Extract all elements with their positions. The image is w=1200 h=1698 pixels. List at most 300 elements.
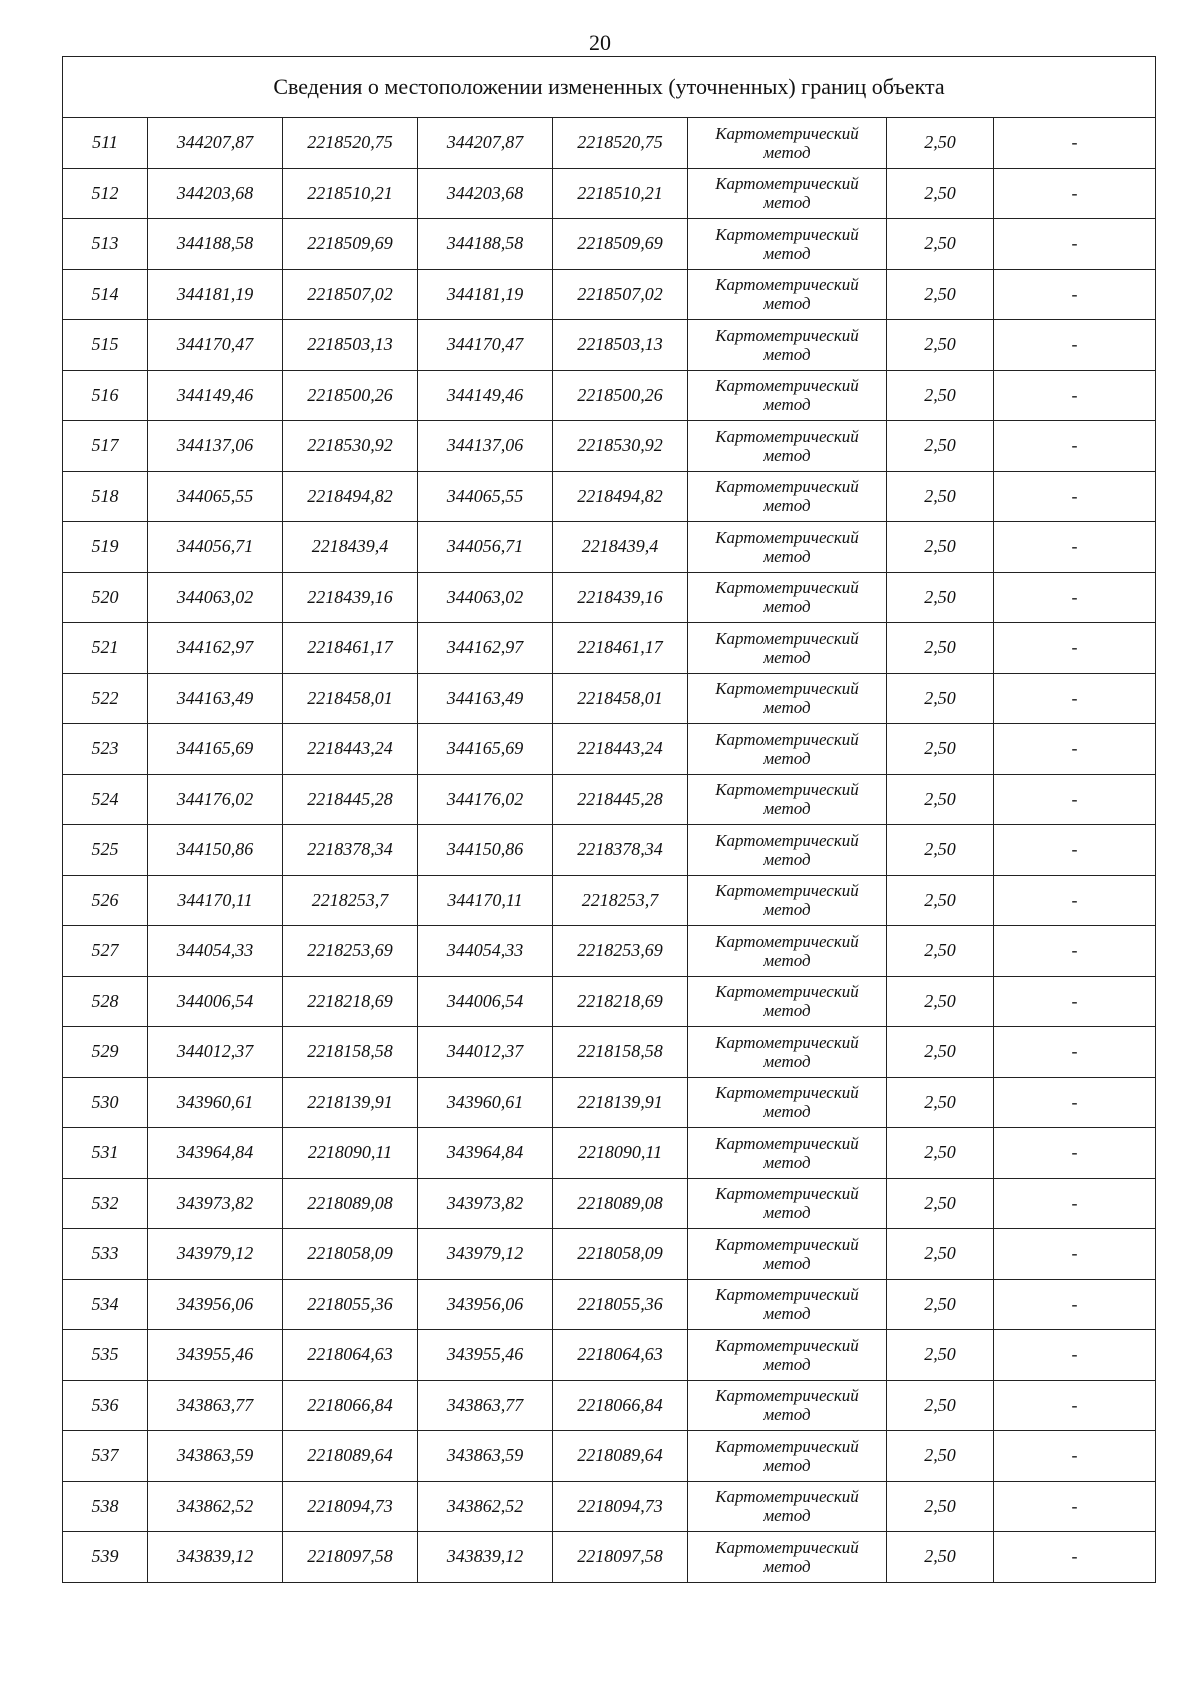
method-line-2: метод	[763, 1405, 811, 1425]
note-cell: -	[994, 572, 1156, 623]
method-line-1: Картометрический	[715, 1386, 859, 1406]
point-number-cell: 519	[63, 522, 148, 573]
refined-x-cell: 344181,19	[418, 269, 553, 320]
method-cell	[688, 269, 887, 320]
existing-x-cell: 343955,46	[148, 1330, 283, 1381]
existing-y-cell: 2218218,69	[283, 976, 418, 1027]
refined-x-cell: 343964,84	[418, 1128, 553, 1179]
method-line-2: метод	[763, 445, 811, 465]
method-cell	[688, 1481, 887, 1532]
existing-x-cell: 344006,54	[148, 976, 283, 1027]
refined-y-cell: 2218094,73	[553, 1481, 688, 1532]
existing-y-cell: 2218097,58	[283, 1532, 418, 1583]
table-row	[63, 1229, 1156, 1280]
point-number-cell: 511	[63, 118, 148, 169]
point-number-cell: 518	[63, 471, 148, 522]
existing-x-cell: 344188,58	[148, 219, 283, 270]
accuracy-cell: 2,50	[887, 320, 994, 371]
method-line-2: метод	[763, 395, 811, 415]
refined-y-cell: 2218055,36	[553, 1279, 688, 1330]
method-line-2: метод	[763, 1556, 811, 1576]
refined-x-cell: 343973,82	[418, 1178, 553, 1229]
refined-x-cell: 344207,87	[418, 118, 553, 169]
refined-x-cell: 344170,11	[418, 875, 553, 926]
note-cell: -	[994, 774, 1156, 825]
method-line-2: метод	[763, 1253, 811, 1273]
existing-y-cell: 2218090,11	[283, 1128, 418, 1179]
method-line-1: Картометрический	[715, 1083, 859, 1103]
method-cell	[688, 724, 887, 775]
method-line-2: метод	[763, 1304, 811, 1324]
method-line-2: метод	[763, 1203, 811, 1223]
method-cell	[688, 168, 887, 219]
method-line-1: Картометрический	[715, 1184, 859, 1204]
method-line-1: Картометрический	[715, 1234, 859, 1254]
accuracy-cell: 2,50	[887, 1128, 994, 1179]
existing-x-cell: 344181,19	[148, 269, 283, 320]
method-cell	[688, 572, 887, 623]
existing-x-cell: 344065,55	[148, 471, 283, 522]
refined-y-cell: 2218500,26	[553, 370, 688, 421]
method-line-1: Картометрический	[715, 123, 859, 143]
existing-y-cell: 2218494,82	[283, 471, 418, 522]
refined-y-cell: 2218089,08	[553, 1178, 688, 1229]
accuracy-cell: 2,50	[887, 421, 994, 472]
table-row	[63, 1532, 1156, 1583]
accuracy-cell: 2,50	[887, 1027, 994, 1078]
refined-x-cell: 343955,46	[418, 1330, 553, 1381]
table-row	[63, 976, 1156, 1027]
existing-y-cell: 2218461,17	[283, 623, 418, 674]
method-cell	[688, 1532, 887, 1583]
method-cell	[688, 623, 887, 674]
refined-x-cell: 344176,02	[418, 774, 553, 825]
accuracy-cell: 2,50	[887, 875, 994, 926]
existing-x-cell: 343979,12	[148, 1229, 283, 1280]
method-line-1: Картометрический	[715, 881, 859, 901]
refined-y-cell: 2218158,58	[553, 1027, 688, 1078]
method-line-1: Картометрический	[715, 830, 859, 850]
method-cell	[688, 118, 887, 169]
point-number-cell: 535	[63, 1330, 148, 1381]
method-line-1: Картометрический	[715, 224, 859, 244]
table-row	[63, 825, 1156, 876]
note-cell: -	[994, 1279, 1156, 1330]
note-cell: -	[994, 1431, 1156, 1482]
note-cell: -	[994, 522, 1156, 573]
refined-x-cell: 343979,12	[418, 1229, 553, 1280]
method-line-1: Картометрический	[715, 931, 859, 951]
point-number-cell: 538	[63, 1481, 148, 1532]
refined-y-cell: 2218458,01	[553, 673, 688, 724]
method-line-2: метод	[763, 748, 811, 768]
note-cell: -	[994, 320, 1156, 371]
method-cell	[688, 875, 887, 926]
table-row	[63, 1431, 1156, 1482]
method-line-2: метод	[763, 243, 811, 263]
existing-y-cell: 2218055,36	[283, 1279, 418, 1330]
refined-x-cell: 344054,33	[418, 926, 553, 977]
point-number-cell: 521	[63, 623, 148, 674]
refined-y-cell: 2218509,69	[553, 219, 688, 270]
point-number-cell: 520	[63, 572, 148, 623]
point-number-cell: 516	[63, 370, 148, 421]
table-row	[63, 118, 1156, 169]
accuracy-cell: 2,50	[887, 673, 994, 724]
point-number-cell: 513	[63, 219, 148, 270]
accuracy-cell: 2,50	[887, 168, 994, 219]
page-number: 20	[589, 30, 611, 55]
point-number-cell: 530	[63, 1077, 148, 1128]
method-line-2: метод	[763, 1506, 811, 1526]
method-cell	[688, 320, 887, 371]
method-line-1: Картометрический	[715, 426, 859, 446]
table-row	[63, 724, 1156, 775]
table-row	[63, 875, 1156, 926]
note-cell: -	[994, 1077, 1156, 1128]
table-row	[63, 370, 1156, 421]
note-cell: -	[994, 219, 1156, 270]
existing-x-cell: 344162,97	[148, 623, 283, 674]
refined-y-cell: 2218507,02	[553, 269, 688, 320]
existing-x-cell: 343964,84	[148, 1128, 283, 1179]
method-line-1: Картометрический	[715, 325, 859, 345]
method-cell	[688, 370, 887, 421]
refined-y-cell: 2218097,58	[553, 1532, 688, 1583]
refined-y-cell: 2218443,24	[553, 724, 688, 775]
point-number-cell: 532	[63, 1178, 148, 1229]
table-row	[63, 926, 1156, 977]
table-row	[63, 774, 1156, 825]
table-row	[63, 1128, 1156, 1179]
note-cell: -	[994, 1128, 1156, 1179]
method-cell	[688, 976, 887, 1027]
refined-y-cell: 2218058,09	[553, 1229, 688, 1280]
method-line-2: метод	[763, 950, 811, 970]
method-cell	[688, 1077, 887, 1128]
method-line-2: метод	[763, 849, 811, 869]
refined-y-cell: 2218503,13	[553, 320, 688, 371]
method-cell	[688, 1229, 887, 1280]
accuracy-cell: 2,50	[887, 1077, 994, 1128]
existing-y-cell: 2218253,69	[283, 926, 418, 977]
method-line-2: метод	[763, 1152, 811, 1172]
method-line-1: Картометрический	[715, 477, 859, 497]
table-row	[63, 421, 1156, 472]
method-line-1: Картометрический	[715, 275, 859, 295]
method-cell	[688, 774, 887, 825]
table-row	[63, 1178, 1156, 1229]
note-cell: -	[994, 976, 1156, 1027]
accuracy-cell: 2,50	[887, 219, 994, 270]
existing-y-cell: 2218064,63	[283, 1330, 418, 1381]
point-number-cell: 524	[63, 774, 148, 825]
table-row	[63, 1481, 1156, 1532]
accuracy-cell: 2,50	[887, 774, 994, 825]
table-row	[63, 522, 1156, 573]
method-line-1: Картометрический	[715, 1436, 859, 1456]
method-line-2: метод	[763, 1455, 811, 1475]
existing-x-cell: 344170,47	[148, 320, 283, 371]
existing-x-cell: 344176,02	[148, 774, 283, 825]
note-cell: -	[994, 673, 1156, 724]
method-line-1: Картометрический	[715, 578, 859, 598]
refined-x-cell: 344137,06	[418, 421, 553, 472]
table-row	[63, 1027, 1156, 1078]
refined-x-cell: 344170,47	[418, 320, 553, 371]
method-line-2: метод	[763, 1102, 811, 1122]
point-number-cell: 536	[63, 1380, 148, 1431]
method-cell	[688, 1128, 887, 1179]
existing-y-cell: 2218443,24	[283, 724, 418, 775]
table-row	[63, 1279, 1156, 1330]
point-number-cell: 529	[63, 1027, 148, 1078]
method-line-1: Картометрический	[715, 1032, 859, 1052]
table-row	[63, 320, 1156, 371]
table-caption: Сведения о местоположении измененных (уточненных) границ объекта	[63, 57, 1156, 118]
table-body	[63, 57, 1156, 1583]
table-row	[63, 623, 1156, 674]
method-cell	[688, 421, 887, 472]
accuracy-cell: 2,50	[887, 825, 994, 876]
existing-y-cell: 2218089,64	[283, 1431, 418, 1482]
refined-x-cell: 344163,49	[418, 673, 553, 724]
existing-x-cell: 344165,69	[148, 724, 283, 775]
existing-x-cell: 344054,33	[148, 926, 283, 977]
point-number-cell: 512	[63, 168, 148, 219]
refined-x-cell: 344065,55	[418, 471, 553, 522]
existing-x-cell: 344163,49	[148, 673, 283, 724]
existing-x-cell: 344012,37	[148, 1027, 283, 1078]
table-row	[63, 219, 1156, 270]
refined-x-cell: 343862,52	[418, 1481, 553, 1532]
refined-x-cell: 343956,06	[418, 1279, 553, 1330]
method-line-2: метод	[763, 193, 811, 213]
method-line-2: метод	[763, 344, 811, 364]
existing-x-cell: 344207,87	[148, 118, 283, 169]
existing-x-cell: 343863,77	[148, 1380, 283, 1431]
method-cell	[688, 1178, 887, 1229]
note-cell: -	[994, 118, 1156, 169]
existing-x-cell: 344137,06	[148, 421, 283, 472]
accuracy-cell: 2,50	[887, 522, 994, 573]
note-cell: -	[994, 1330, 1156, 1381]
existing-x-cell: 343863,59	[148, 1431, 283, 1482]
existing-x-cell: 344056,71	[148, 522, 283, 573]
existing-y-cell: 2218089,08	[283, 1178, 418, 1229]
point-number-cell: 527	[63, 926, 148, 977]
note-cell: -	[994, 1178, 1156, 1229]
method-cell	[688, 219, 887, 270]
existing-y-cell: 2218509,69	[283, 219, 418, 270]
existing-y-cell: 2218520,75	[283, 118, 418, 169]
existing-x-cell: 344150,86	[148, 825, 283, 876]
existing-y-cell: 2218094,73	[283, 1481, 418, 1532]
method-line-2: метод	[763, 900, 811, 920]
refined-x-cell: 344165,69	[418, 724, 553, 775]
method-line-2: метод	[763, 799, 811, 819]
refined-y-cell: 2218461,17	[553, 623, 688, 674]
method-line-1: Картометрический	[715, 780, 859, 800]
method-cell	[688, 1279, 887, 1330]
refined-x-cell: 343863,77	[418, 1380, 553, 1431]
existing-y-cell: 2218439,4	[283, 522, 418, 573]
refined-x-cell: 344012,37	[418, 1027, 553, 1078]
refined-y-cell: 2218253,69	[553, 926, 688, 977]
method-cell	[688, 825, 887, 876]
note-cell: -	[994, 168, 1156, 219]
point-number-cell: 537	[63, 1431, 148, 1482]
refined-x-cell: 344203,68	[418, 168, 553, 219]
existing-y-cell: 2218503,13	[283, 320, 418, 371]
refined-y-cell: 2218530,92	[553, 421, 688, 472]
accuracy-cell: 2,50	[887, 623, 994, 674]
method-line-1: Картометрический	[715, 729, 859, 749]
refined-x-cell: 343863,59	[418, 1431, 553, 1482]
method-line-2: метод	[763, 1354, 811, 1374]
point-number-cell: 523	[63, 724, 148, 775]
refined-y-cell: 2218494,82	[553, 471, 688, 522]
existing-x-cell: 343839,12	[148, 1532, 283, 1583]
table-caption-row	[63, 57, 1156, 118]
accuracy-cell: 2,50	[887, 1178, 994, 1229]
point-number-cell: 534	[63, 1279, 148, 1330]
note-cell: -	[994, 1027, 1156, 1078]
method-line-1: Картометрический	[715, 1487, 859, 1507]
boundary-coordinates-table	[62, 56, 1156, 1583]
refined-y-cell: 2218439,4	[553, 522, 688, 573]
refined-y-cell: 2218090,11	[553, 1128, 688, 1179]
point-number-cell: 514	[63, 269, 148, 320]
method-line-1: Картометрический	[715, 982, 859, 1002]
existing-x-cell: 343973,82	[148, 1178, 283, 1229]
refined-x-cell: 344006,54	[418, 976, 553, 1027]
refined-x-cell: 344063,02	[418, 572, 553, 623]
refined-y-cell: 2218218,69	[553, 976, 688, 1027]
note-cell: -	[994, 724, 1156, 775]
accuracy-cell: 2,50	[887, 471, 994, 522]
accuracy-cell: 2,50	[887, 1481, 994, 1532]
note-cell: -	[994, 875, 1156, 926]
refined-y-cell: 2218089,64	[553, 1431, 688, 1482]
accuracy-cell: 2,50	[887, 976, 994, 1027]
accuracy-cell: 2,50	[887, 1532, 994, 1583]
existing-y-cell: 2218500,26	[283, 370, 418, 421]
point-number-cell: 525	[63, 825, 148, 876]
refined-y-cell: 2218139,91	[553, 1077, 688, 1128]
refined-y-cell: 2218520,75	[553, 118, 688, 169]
existing-y-cell: 2218439,16	[283, 572, 418, 623]
existing-x-cell: 343960,61	[148, 1077, 283, 1128]
method-line-1: Картометрический	[715, 1537, 859, 1557]
refined-y-cell: 2218064,63	[553, 1330, 688, 1381]
method-line-2: метод	[763, 496, 811, 516]
note-cell: -	[994, 623, 1156, 674]
refined-x-cell: 344056,71	[418, 522, 553, 573]
accuracy-cell: 2,50	[887, 572, 994, 623]
accuracy-cell: 2,50	[887, 724, 994, 775]
method-line-2: метод	[763, 1051, 811, 1071]
method-line-1: Картометрический	[715, 1285, 859, 1305]
table-row	[63, 1330, 1156, 1381]
refined-y-cell: 2218510,21	[553, 168, 688, 219]
existing-x-cell: 344149,46	[148, 370, 283, 421]
method-line-1: Картометрический	[715, 376, 859, 396]
method-cell	[688, 522, 887, 573]
method-cell	[688, 471, 887, 522]
table-row	[63, 1077, 1156, 1128]
refined-y-cell: 2218253,7	[553, 875, 688, 926]
existing-x-cell: 344203,68	[148, 168, 283, 219]
note-cell: -	[994, 926, 1156, 977]
table-row	[63, 572, 1156, 623]
point-number-cell: 515	[63, 320, 148, 371]
method-line-2: метод	[763, 142, 811, 162]
method-line-1: Картометрический	[715, 174, 859, 194]
existing-y-cell: 2218458,01	[283, 673, 418, 724]
method-line-1: Картометрический	[715, 527, 859, 547]
method-cell	[688, 1027, 887, 1078]
point-number-cell: 522	[63, 673, 148, 724]
accuracy-cell: 2,50	[887, 1380, 994, 1431]
existing-y-cell: 2218378,34	[283, 825, 418, 876]
point-number-cell: 526	[63, 875, 148, 926]
method-line-2: метод	[763, 647, 811, 667]
refined-y-cell: 2218378,34	[553, 825, 688, 876]
accuracy-cell: 2,50	[887, 1330, 994, 1381]
existing-y-cell: 2218066,84	[283, 1380, 418, 1431]
method-cell	[688, 1330, 887, 1381]
existing-y-cell: 2218510,21	[283, 168, 418, 219]
method-line-2: метод	[763, 698, 811, 718]
refined-y-cell: 2218445,28	[553, 774, 688, 825]
refined-y-cell: 2218066,84	[553, 1380, 688, 1431]
refined-x-cell: 344162,97	[418, 623, 553, 674]
note-cell: -	[994, 1229, 1156, 1280]
accuracy-cell: 2,50	[887, 1229, 994, 1280]
table-row	[63, 269, 1156, 320]
table-row	[63, 1380, 1156, 1431]
method-line-1: Картометрический	[715, 628, 859, 648]
existing-y-cell: 2218530,92	[283, 421, 418, 472]
method-line-2: метод	[763, 546, 811, 566]
note-cell: -	[994, 1481, 1156, 1532]
table-row	[63, 673, 1156, 724]
accuracy-cell: 2,50	[887, 926, 994, 977]
method-line-1: Картометрический	[715, 1133, 859, 1153]
existing-y-cell: 2218507,02	[283, 269, 418, 320]
table-row	[63, 471, 1156, 522]
existing-y-cell: 2218253,7	[283, 875, 418, 926]
accuracy-cell: 2,50	[887, 1431, 994, 1482]
note-cell: -	[994, 269, 1156, 320]
existing-y-cell: 2218139,91	[283, 1077, 418, 1128]
method-line-2: метод	[763, 294, 811, 314]
note-cell: -	[994, 825, 1156, 876]
accuracy-cell: 2,50	[887, 1279, 994, 1330]
method-line-1: Картометрический	[715, 1335, 859, 1355]
refined-x-cell: 344149,46	[418, 370, 553, 421]
point-number-cell: 531	[63, 1128, 148, 1179]
existing-x-cell: 344170,11	[148, 875, 283, 926]
method-cell	[688, 673, 887, 724]
table-row	[63, 168, 1156, 219]
existing-y-cell: 2218058,09	[283, 1229, 418, 1280]
point-number-cell: 528	[63, 976, 148, 1027]
accuracy-cell: 2,50	[887, 370, 994, 421]
note-cell: -	[994, 1380, 1156, 1431]
method-line-2: метод	[763, 597, 811, 617]
